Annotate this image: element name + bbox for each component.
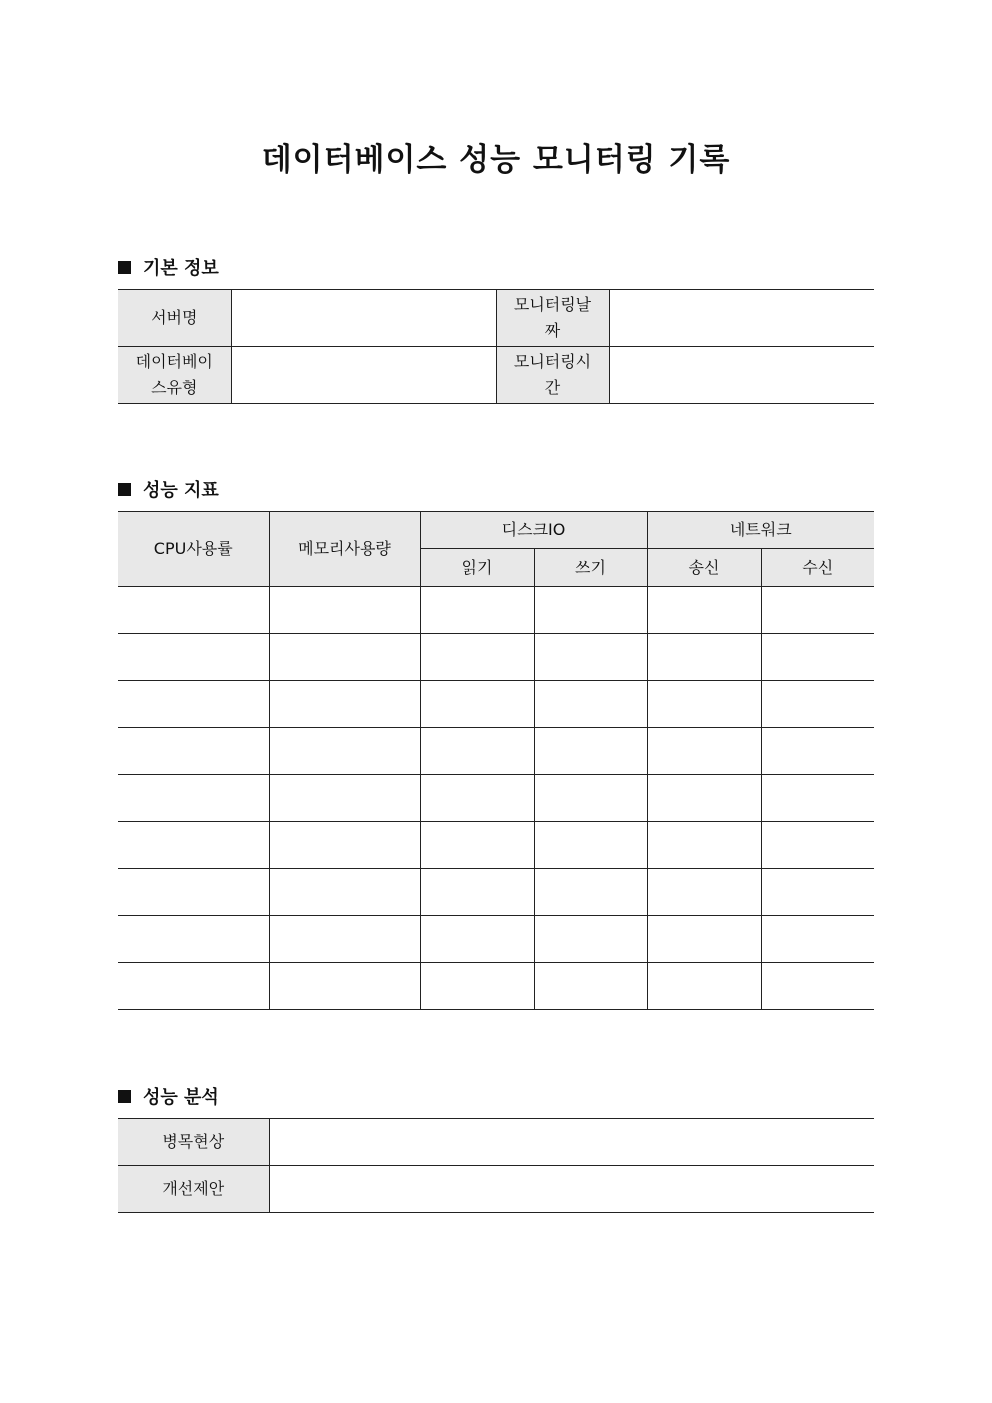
basic-info-table bbox=[118, 289, 874, 404]
memory-usage-cell[interactable] bbox=[269, 916, 420, 963]
section-heading-basic-info bbox=[118, 254, 219, 280]
bottleneck-field[interactable] bbox=[269, 1119, 874, 1166]
table-row bbox=[118, 869, 874, 916]
disk-write-cell[interactable] bbox=[534, 728, 647, 775]
net-recv-cell[interactable] bbox=[761, 634, 874, 681]
table-row bbox=[118, 681, 874, 728]
net-send-cell[interactable] bbox=[647, 869, 761, 916]
document-title: 데이터베이스 성능 모니터링 기록 bbox=[261, 142, 731, 178]
header-net-recv: 수신 bbox=[761, 549, 874, 587]
net-recv-cell[interactable] bbox=[761, 775, 874, 822]
net-send-cell[interactable] bbox=[647, 963, 761, 1010]
header-net-send: 송신 bbox=[647, 549, 761, 587]
net-recv-cell[interactable] bbox=[761, 916, 874, 963]
performance-metrics-table bbox=[118, 511, 874, 1010]
disk-read-cell[interactable] bbox=[420, 587, 534, 634]
bottleneck-label: 병목현상 bbox=[118, 1119, 269, 1166]
header-network: 네트워크 bbox=[647, 512, 874, 549]
table-row bbox=[118, 775, 874, 822]
cpu-usage-cell[interactable] bbox=[118, 963, 269, 1010]
server-name-label: 서버명 bbox=[118, 290, 231, 347]
disk-read-cell[interactable] bbox=[420, 822, 534, 869]
monitoring-date-field[interactable] bbox=[609, 290, 874, 347]
header-disk-write: 쓰기 bbox=[534, 549, 647, 587]
cpu-usage-cell[interactable] bbox=[118, 587, 269, 634]
memory-usage-cell[interactable] bbox=[269, 587, 420, 634]
memory-usage-cell[interactable] bbox=[269, 775, 420, 822]
table-row bbox=[118, 634, 874, 681]
square-bullet-icon bbox=[118, 261, 131, 274]
table-row bbox=[118, 916, 874, 963]
section-heading-label: 성능 분석 bbox=[143, 1087, 219, 1108]
net-send-cell[interactable] bbox=[647, 587, 761, 634]
memory-usage-cell[interactable] bbox=[269, 963, 420, 1010]
section-heading-label: 기본 정보 bbox=[143, 258, 219, 279]
net-send-cell[interactable] bbox=[647, 822, 761, 869]
memory-usage-cell[interactable] bbox=[269, 634, 420, 681]
disk-write-cell[interactable] bbox=[534, 916, 647, 963]
net-recv-cell[interactable] bbox=[761, 869, 874, 916]
disk-write-cell[interactable] bbox=[534, 587, 647, 634]
net-send-cell[interactable] bbox=[647, 634, 761, 681]
cpu-usage-cell[interactable] bbox=[118, 916, 269, 963]
cpu-usage-cell[interactable] bbox=[118, 775, 269, 822]
cpu-usage-cell[interactable] bbox=[118, 634, 269, 681]
server-name-field[interactable] bbox=[231, 290, 496, 347]
cpu-usage-cell[interactable] bbox=[118, 869, 269, 916]
disk-read-cell[interactable] bbox=[420, 728, 534, 775]
disk-write-cell[interactable] bbox=[534, 822, 647, 869]
disk-read-cell[interactable] bbox=[420, 775, 534, 822]
section-heading-performance-metrics bbox=[118, 476, 219, 502]
square-bullet-icon bbox=[118, 1090, 131, 1103]
disk-write-cell[interactable] bbox=[534, 681, 647, 728]
cpu-usage-cell[interactable] bbox=[118, 681, 269, 728]
table-row bbox=[118, 963, 874, 1010]
memory-usage-cell[interactable] bbox=[269, 728, 420, 775]
disk-write-cell[interactable] bbox=[534, 634, 647, 681]
net-recv-cell[interactable] bbox=[761, 587, 874, 634]
net-recv-cell[interactable] bbox=[761, 822, 874, 869]
net-recv-cell[interactable] bbox=[761, 681, 874, 728]
improvement-label: 개선제안 bbox=[118, 1166, 269, 1213]
disk-read-cell[interactable] bbox=[420, 869, 534, 916]
table-row bbox=[118, 728, 874, 775]
db-type-field[interactable] bbox=[231, 347, 496, 404]
header-disk-io: 디스크IO bbox=[420, 512, 647, 549]
memory-usage-cell[interactable] bbox=[269, 681, 420, 728]
memory-usage-cell[interactable] bbox=[269, 869, 420, 916]
net-send-cell[interactable] bbox=[647, 728, 761, 775]
net-send-cell[interactable] bbox=[647, 775, 761, 822]
table-row bbox=[118, 822, 874, 869]
cpu-usage-cell[interactable] bbox=[118, 728, 269, 775]
monitoring-time-label: 모니터링시 간 bbox=[496, 347, 609, 404]
header-memory-usage: 메모리사용량 bbox=[269, 512, 420, 587]
disk-read-cell[interactable] bbox=[420, 634, 534, 681]
db-type-label: 데이터베이 스유형 bbox=[118, 347, 231, 404]
header-cpu-usage: CPU사용률 bbox=[118, 512, 269, 587]
disk-read-cell[interactable] bbox=[420, 916, 534, 963]
memory-usage-cell[interactable] bbox=[269, 822, 420, 869]
monitoring-time-field[interactable] bbox=[609, 347, 874, 404]
net-send-cell[interactable] bbox=[647, 916, 761, 963]
disk-write-cell[interactable] bbox=[534, 775, 647, 822]
disk-read-cell[interactable] bbox=[420, 681, 534, 728]
improvement-field[interactable] bbox=[269, 1166, 874, 1213]
cpu-usage-cell[interactable] bbox=[118, 822, 269, 869]
table-row bbox=[118, 587, 874, 634]
section-heading-label: 성능 지표 bbox=[143, 480, 219, 501]
square-bullet-icon bbox=[118, 483, 131, 496]
disk-write-cell[interactable] bbox=[534, 869, 647, 916]
header-disk-read: 읽기 bbox=[420, 549, 534, 587]
net-send-cell[interactable] bbox=[647, 681, 761, 728]
net-recv-cell[interactable] bbox=[761, 963, 874, 1010]
performance-analysis-table bbox=[118, 1118, 874, 1213]
disk-read-cell[interactable] bbox=[420, 963, 534, 1010]
section-heading-performance-analysis bbox=[118, 1083, 219, 1109]
monitoring-date-label: 모니터링날 짜 bbox=[496, 290, 609, 347]
net-recv-cell[interactable] bbox=[761, 728, 874, 775]
disk-write-cell[interactable] bbox=[534, 963, 647, 1010]
